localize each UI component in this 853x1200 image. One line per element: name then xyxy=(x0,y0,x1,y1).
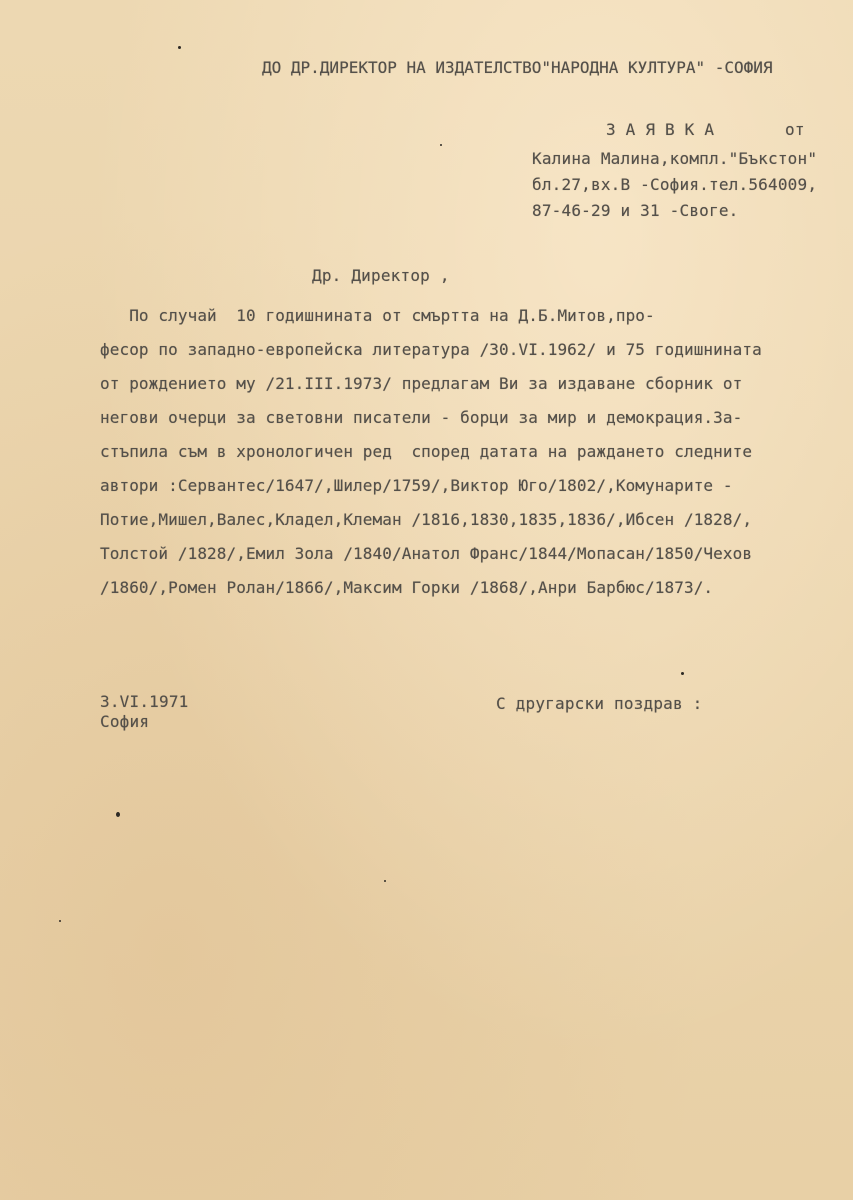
body-line: /1860/,Ромен Ролан/1866/,Максим Горки /1868/,Анри Барбюс/1873/. xyxy=(100,578,714,597)
paper-speck xyxy=(178,46,181,49)
letter-date: 3.VI.1971 xyxy=(100,692,189,711)
body-line: По случай 10 годишнината от смъртта на Д.Б.Митов,про- xyxy=(100,306,655,325)
addressee-line: ДО ДР.ДИРЕКТОР НА ИЗДАТЕЛСТВО"НАРОДНА КУЛТУРА" -СОФИЯ xyxy=(262,58,773,77)
body-line: фесор по западно-европейска литература /30.VI.1962/ и 75 годишнината xyxy=(100,340,762,359)
paper-speck xyxy=(384,880,386,882)
paper-speck xyxy=(59,920,61,922)
body-line: Толстой /1828/,Емил Зола /1840/Анатол Франс/1844/Мопасан/1850/Чехов xyxy=(100,544,753,563)
body-line: от рождението му /21.III.1973/ предлагам Ви за издаване сборник от xyxy=(100,374,743,393)
sender-block xyxy=(532,146,817,224)
closing-line: С другарски поздрав : xyxy=(496,694,703,713)
letter-body xyxy=(100,299,762,605)
sender-line: 87-46-29 и 31 -Своге. xyxy=(532,201,739,220)
request-title: З А Я В К А xyxy=(606,120,715,139)
body-line: негови очерци за световни писатели - борци за мир и демокрация.За- xyxy=(100,408,743,427)
body-line: автори :Сервантес/1647/,Шилер/1759/,Виктор Юго/1802/,Комунарите - xyxy=(100,476,733,495)
paper-speck xyxy=(681,672,684,675)
body-line: стъпила съм в хронологичен ред според датата на раждането следните xyxy=(100,442,753,461)
letter-place: София xyxy=(100,712,150,731)
paper-speck xyxy=(116,812,120,817)
date-place-block xyxy=(100,692,189,732)
paper-speck xyxy=(440,144,442,146)
body-line: Потие,Мишел,Валес,Кладел,Клеман /1816,1830,1835,1836/,Ибсен /1828/, xyxy=(100,510,753,529)
sender-line: бл.27,вх.В -София.тел.564009, xyxy=(532,175,818,194)
sender-line: Калина Малина,компл."Бъкстон" xyxy=(532,149,818,168)
salutation: Др. Директор , xyxy=(312,266,450,285)
request-from-label: от xyxy=(785,120,805,139)
